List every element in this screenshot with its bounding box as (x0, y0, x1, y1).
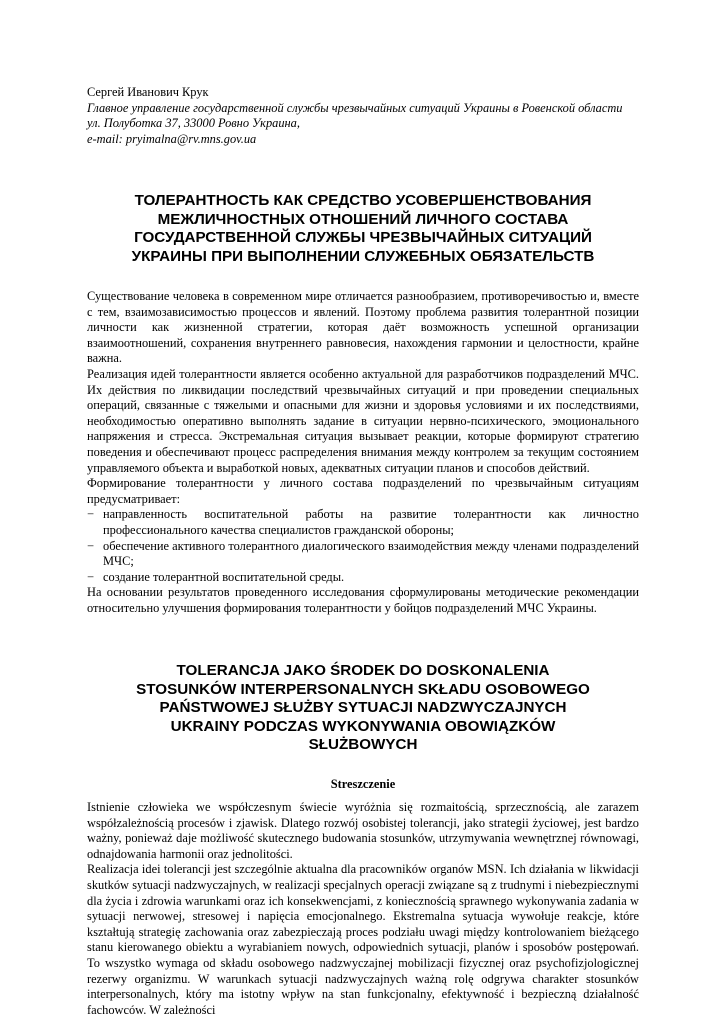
polish-title: TOLERANCJA JAKO ŚRODEK DO DOSKONALENIA STOSUNKÓW INTERPERSONALNYCH SKŁADU OSOBOWEGO PAŃSTWOWEJ SŁUŻBY SYTUACJI NADZWYCZAJNYCH UKRAINY PODCZAS WYKONYWANIA OBOWIĄZKÓW SŁUŻBOWYCH (136, 662, 590, 754)
ru-paragraph-2: Реализация идей толерантности является особенно актуальной для разработчиков подразделений МЧС. Их действия по ликвидации последствий чрезвычайных ситуаций и при проведении специальных операций, связанные с тяжелыми и опасными для жизни и здоровья условиями и их последствиями, необходимостью оперативно выполнять задание в ситуации нервно-психического, эмоционального напряжения и стресса. Экстремальная ситуация вызывает реакции, которые формируют стратегию поведения и обеспечивают процесс распределения внимания между контролем за текущим состоянием управляемого объекта и выработкой новых, адекватных ситуации планов и способов действий. (87, 366, 639, 475)
author-name: Сергей Иванович Крук (87, 85, 209, 99)
ru-paragraph-1: Существование человека в современном мире отличается разнообразием, противоречивостью и, вместе с тем, взаимозависимостью процессов и явлений. Поэтому проблема развития толерантной позиции личности как жизненной стратегии, которая даёт возможность успешной организации взаимоотношений, сохранения внутреннего равновесия, нахождения гармонии и целостности, крайне важна. (87, 289, 639, 366)
russian-title: ТОЛЕРАНТНОСТЬ КАК СРЕДСТВО УСОВЕРШЕНСТВОВАНИЯ МЕЖЛИЧНОСТНЫХ ОТНОШЕНИЙ ЛИЧНОГО СОСТАВА ГОСУДАРСТВЕННОЙ СЛУЖБЫ ЧРЕЗВЫЧАЙНЫХ СИТУАЦИЙ УКРАИНЫ ПРИ ВЫПОЛНЕНИИ СЛУЖЕБНЫХ ОБЯЗАТЕЛЬСТВ (131, 192, 595, 265)
ru-dash-list (87, 507, 639, 585)
polish-abstract (87, 800, 639, 1018)
russian-abstract (87, 289, 639, 616)
list-item: − обеспечение активного толерантного диалогического взаимодействия между членами подразделений МЧС; (87, 539, 639, 570)
pl-paragraph-1: Istnienie człowieka we współczesnym świecie wyróżnia się rozmaitością, sprzecznością, ale zarazem współzależnością procesów i zjawisk. Dlatego rozwój osobistej tolerancji, jako strategii życiowej, jest bardzo ważny, ponieważ daje możliwość skutecznego budowania stosunków, utrzymywania wewnętrznej równowagi, odnajdowania harmonii oraz jednolitości. (87, 800, 639, 861)
ru-paragraph-3: Формирование толерантности у личного состава подразделений по чрезвычайным ситуациям предусматривает: (87, 476, 639, 506)
ru-paragraph-4: На основании результатов проведенного исследования сформулированы методические рекомендации относительно улучшения формирования толерантности у бойцов подразделений МЧС Украины. (87, 585, 639, 615)
list-item: − направленность воспитательной работы на развитие толерантности как личностно профессионального качества специалистов гражданской обороны; (87, 507, 639, 538)
pl-paragraph-2: Realizacja idei tolerancji jest szczególnie aktualna dla pracowników organów MSN. Ich działania w likwidacji skutków sytuacji nadzwyczajnych, w realizacji specjalnych operacji związane są z trudnymi i niebezpiecznymi dla życia i zdrowia warunkami oraz ich konsekwencjami, z koniecznością sprawnego wykonywania zadania w sytuacji nerwowej, stresowej i napięcia emocjonalnego. Ekstremalna sytuacja wywołuje reakcje, które kształtują strategię zachowania oraz zabezpieczają proces podziału uwagi między kontrolowaniem bieżącego stanu kierowanego obiektu a wyrabianiem nowych, odpowiednich sytuacji, planów i sposobów postępowań. To wszystko wymaga od składu osobowego nadzwyczajnej mobilizacji fizycznej oraz psychofizjologicznej rezerwy organizmu. W warunkach sytuacji nadzwyczajnych ważną rolę odgrywa charakter stosunków interpersonalnych, który ma istotny wpływ na stan funkcjonalny, efektywność i bezpieczną działalność fachowców. W zależności (87, 862, 639, 1017)
author-address: ул. Полуботка 37, 33000 Ровно Украина, (87, 116, 300, 131)
abstract-heading: Streszczenie (330, 776, 396, 791)
author-email[interactable]: e-mail: pryimalna@rv.mns.gov.ua (87, 131, 257, 146)
list-item: − создание толерантной воспитательной среды. (87, 570, 639, 586)
document-page (87, 85, 639, 1018)
author-affiliation: Главное управление государственной службы чрезвычайных ситуаций Украины в Ровенской области (87, 100, 623, 115)
